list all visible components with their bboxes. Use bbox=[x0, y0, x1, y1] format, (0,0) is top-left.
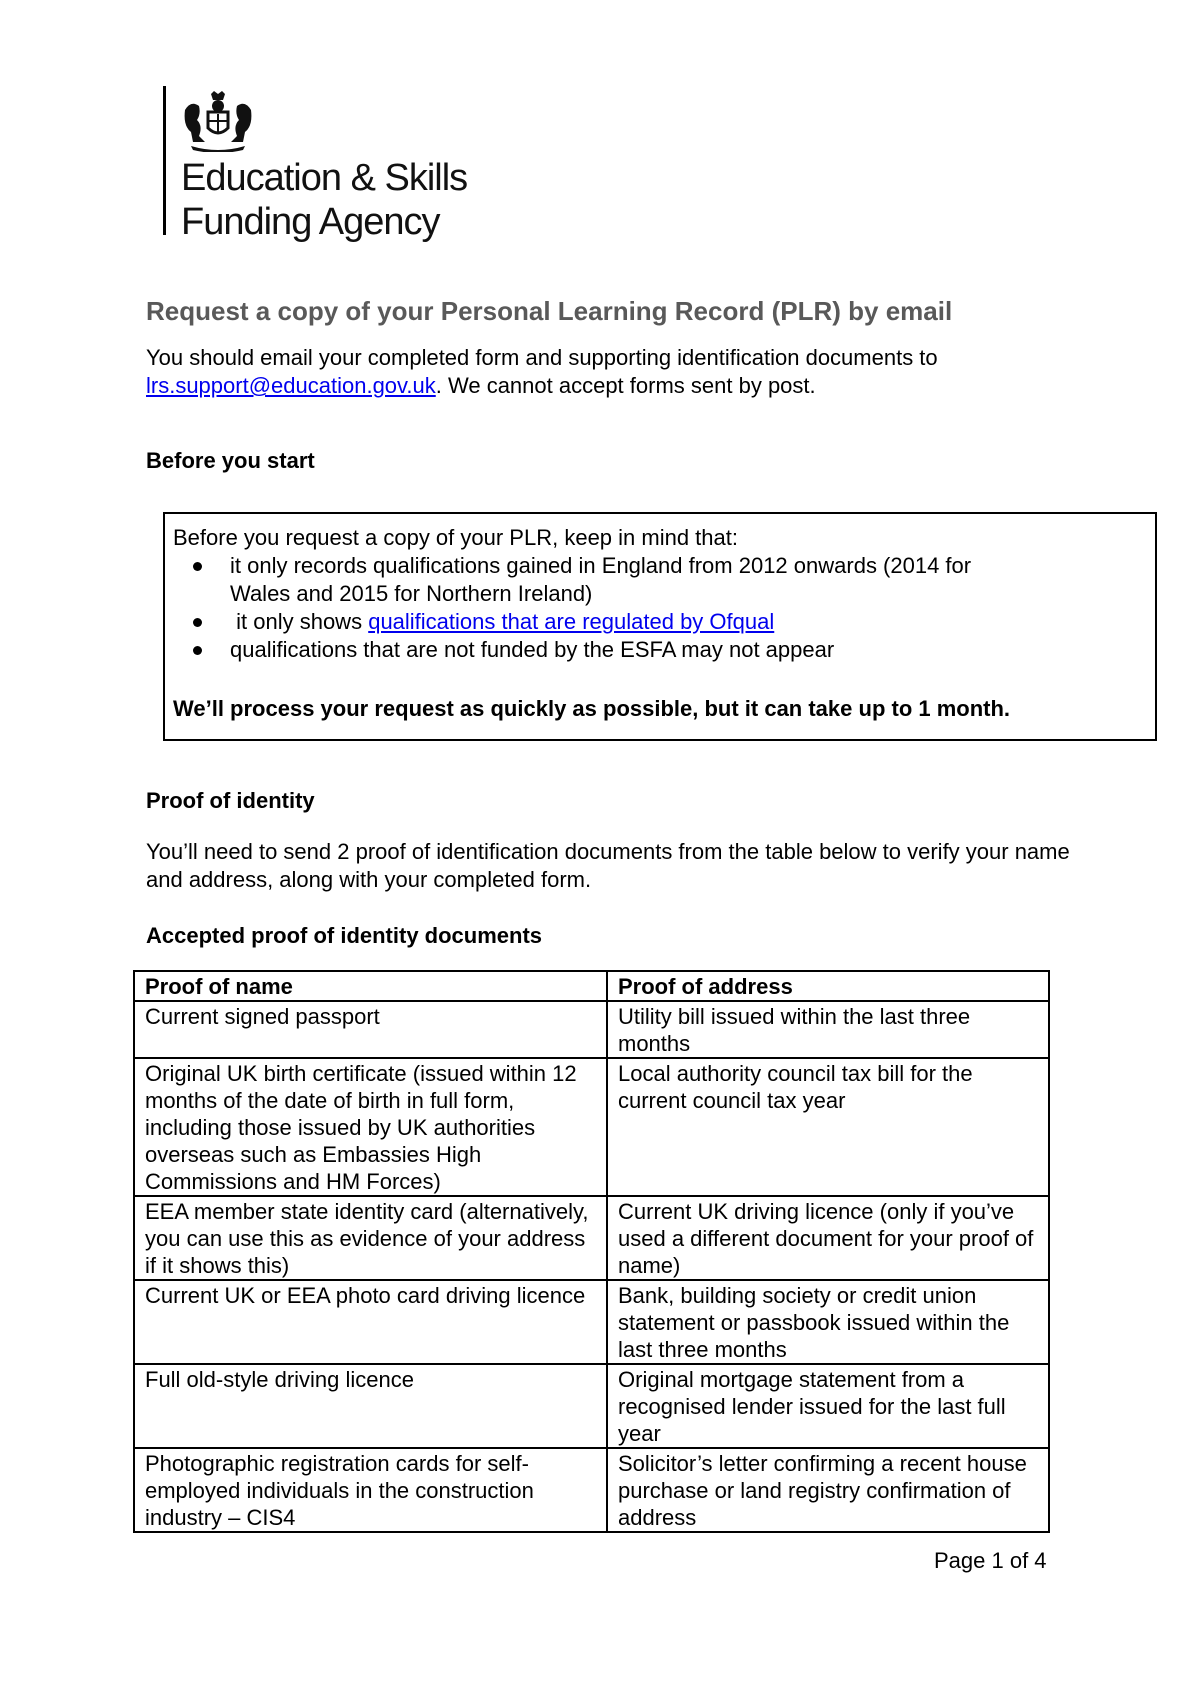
support-email-link[interactable]: lrs.support@education.gov.uk bbox=[146, 373, 436, 398]
notice-box bbox=[163, 512, 1157, 741]
bullet-icon bbox=[193, 562, 202, 571]
bullet-icon bbox=[193, 618, 202, 627]
table-cell: Current signed passport bbox=[134, 1001, 607, 1058]
page-title: Request a copy of your Personal Learning Record (PLR) by email bbox=[146, 296, 953, 326]
table-row bbox=[134, 1448, 1049, 1532]
table-row bbox=[134, 1364, 1049, 1448]
identity-documents-table bbox=[133, 970, 1050, 1533]
logo-line-2: Funding Agency bbox=[181, 201, 440, 243]
table-row bbox=[134, 1001, 1049, 1058]
bullet-text: it only shows bbox=[236, 609, 363, 634]
page-number: Page 1 of 4 bbox=[934, 1548, 1047, 1573]
table-header-row bbox=[134, 971, 1049, 1001]
table-cell: Current UK or EEA photo card driving licence bbox=[134, 1280, 607, 1364]
logo-divider bbox=[163, 86, 166, 235]
table-cell: Solicitor’s letter confirming a recent house purchase or land registry confirmation of address bbox=[607, 1448, 1049, 1532]
bullet-text: qualifications that are not funded by the ESFA may not appear bbox=[230, 637, 835, 662]
table-row bbox=[134, 1196, 1049, 1280]
proof-paragraph: You’ll need to send 2 proof of identification documents from the table below to verify your name and address, along with your completed form. bbox=[146, 839, 1070, 892]
list-item bbox=[165, 608, 1030, 636]
list-item bbox=[165, 552, 1030, 608]
table-cell: Full old-style driving licence bbox=[134, 1364, 607, 1448]
ofqual-qualifications-link[interactable]: qualifications that are regulated by Ofqual bbox=[368, 609, 775, 634]
before-you-start-heading: Before you start bbox=[146, 448, 315, 473]
intro-paragraph bbox=[146, 344, 1076, 400]
logo-wordmark bbox=[181, 156, 467, 244]
processing-time-notice: We’ll process your request as quickly as possible, but it can take up to 1 month. bbox=[173, 696, 1011, 721]
table-cell: Local authority council tax bill for the current council tax year bbox=[607, 1058, 1049, 1196]
table-cell: Bank, building society or credit union statement or passbook issued within the last three months bbox=[607, 1280, 1049, 1364]
table-cell: Utility bill issued within the last three months bbox=[607, 1001, 1049, 1058]
bullet-icon bbox=[193, 646, 202, 655]
logo-line-1: Education & Skills bbox=[181, 157, 468, 199]
table-cell: Current UK driving licence (only if you’ve used a different document for your proof of name) bbox=[607, 1196, 1049, 1280]
table-cell: Original mortgage statement from a recognised lender issued for the last full year bbox=[607, 1364, 1049, 1448]
notice-intro: Before you request a copy of your PLR, keep in mind that: bbox=[173, 525, 738, 550]
royal-coat-of-arms-icon bbox=[181, 90, 255, 152]
table-row bbox=[134, 1280, 1049, 1364]
accepted-documents-heading: Accepted proof of identity documents bbox=[146, 923, 543, 948]
intro-text: You should email your completed form and supporting identification documents to bbox=[146, 345, 938, 370]
table-cell: Photographic registration cards for self-employed individuals in the construction industry – CIS4 bbox=[134, 1448, 607, 1532]
intro-text-after: . We cannot accept forms sent by post. bbox=[435, 373, 816, 398]
list-item bbox=[165, 636, 1030, 664]
notice-bullet-list bbox=[165, 552, 1155, 664]
bullet-text: it only records qualifications gained in England from 2012 onwards (2014 for Wales and 2015 for Northern Ireland) bbox=[230, 553, 972, 606]
column-header-proof-of-name: Proof of name bbox=[134, 971, 607, 1001]
table-cell: Original UK birth certificate (issued within 12 months of the date of birth in full form, including those issued by UK authorities overseas such as Embassies High Commissions and HM Forces) bbox=[134, 1058, 607, 1196]
table-row bbox=[134, 1058, 1049, 1196]
column-header-proof-of-address: Proof of address bbox=[607, 971, 1049, 1001]
proof-of-identity-heading: Proof of identity bbox=[146, 788, 315, 813]
table-cell: EEA member state identity card (alternatively, you can use this as evidence of your address if it shows this) bbox=[134, 1196, 607, 1280]
